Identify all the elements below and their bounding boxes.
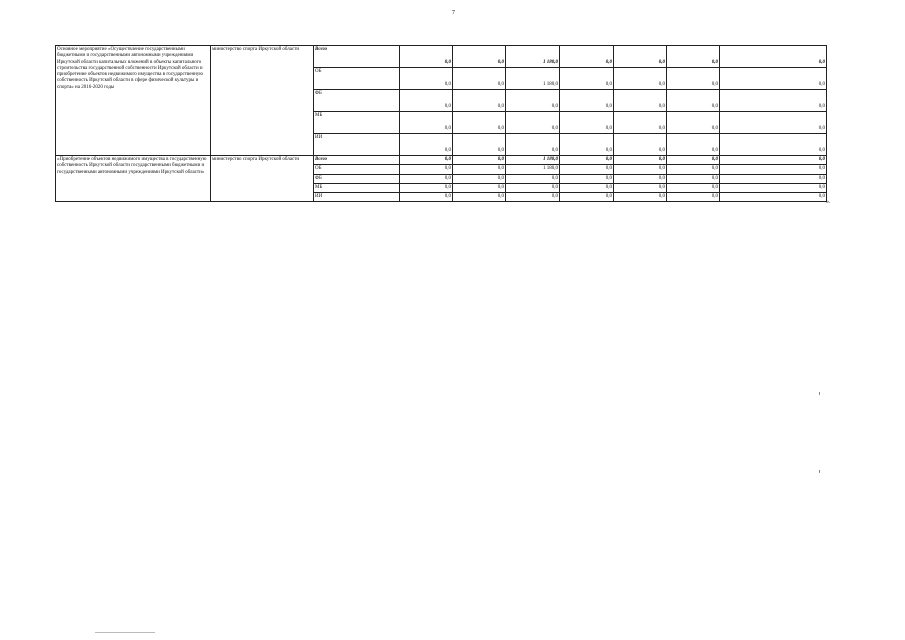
funding-value: 1 180,0 <box>506 68 560 90</box>
funding-value: 1 180,0 <box>506 165 560 174</box>
funding-value: 0,0 <box>453 68 506 90</box>
activity-name: «Приобретение объектов недвижимого имущества в государственную собственность Иркутской области государственными бюджетными и государственными автономными учреждениями Иркутской области» <box>56 156 211 202</box>
funding-value: 0,0 <box>506 90 560 112</box>
page-number: 7 <box>452 10 455 16</box>
funding-value: 0,0 <box>453 134 506 156</box>
activity-name: Основное мероприятие «Осуществление государственными бюджетными и государственными автономными учреждениями Иркутской области капитальных вложений в объекты капитального строительства государственной собственности Иркутской области и приобретение объектов недвижимого имущества в государственную собственность Иркутской области в сфере физической культуры и спорта» на 2016-2020 годы <box>56 46 211 156</box>
funding-value: 0,0 <box>614 193 667 202</box>
funding-source: ИИ <box>314 134 400 156</box>
funding-value: 0,0 <box>506 174 560 183</box>
funding-value: 0,0 <box>560 174 614 183</box>
funding-value: 0,0 <box>667 183 720 192</box>
funding-value: 0,0 <box>614 68 667 90</box>
funding-value: 0,0 <box>614 90 667 112</box>
funding-value: 0,0 <box>667 134 720 156</box>
funding-source: ФБ <box>314 174 400 183</box>
funding-source: ФБ <box>314 90 400 112</box>
table-row <box>56 46 827 68</box>
funding-source: ОБ <box>314 165 400 174</box>
funding-value: 0,0 <box>720 156 827 165</box>
funding-value: 0,0 <box>560 68 614 90</box>
funding-value: 0,0 <box>720 183 827 192</box>
funding-value: 0,0 <box>667 193 720 202</box>
funding-value: 0,0 <box>560 156 614 165</box>
funding-source: ОБ <box>314 68 400 90</box>
funding-value: 0,0 <box>667 174 720 183</box>
funding-source: МБ <box>314 112 400 134</box>
funding-source: ИИ <box>314 193 400 202</box>
funding-value: 1 180,0 <box>506 46 560 68</box>
end-quote-mark: ». <box>826 199 831 205</box>
funding-value: 0,0 <box>453 112 506 134</box>
funding-value: 0,0 <box>720 90 827 112</box>
funding-value: 0,0 <box>560 90 614 112</box>
funding-value: 0,0 <box>400 134 453 156</box>
funding-value: 0,0 <box>506 134 560 156</box>
funding-source: Всего <box>314 156 400 165</box>
funding-value: 0,0 <box>667 156 720 165</box>
funding-value: 0,0 <box>453 183 506 192</box>
funding-value: 1 180,0 <box>506 156 560 165</box>
funding-value: 0,0 <box>560 165 614 174</box>
funding-value: 0,0 <box>614 156 667 165</box>
scan-artifact <box>95 632 155 633</box>
funding-value: 0,0 <box>400 90 453 112</box>
funding-value: 0,0 <box>400 112 453 134</box>
funding-value: 0,0 <box>560 193 614 202</box>
funding-value: 0,0 <box>614 112 667 134</box>
funding-value: 0,0 <box>560 112 614 134</box>
table-block-main-activity <box>56 46 827 156</box>
funding-value: 0,0 <box>614 174 667 183</box>
budget-table <box>55 45 827 202</box>
funding-value: 0,0 <box>720 134 827 156</box>
funding-value: 0,0 <box>667 112 720 134</box>
funding-value: 0,0 <box>506 183 560 192</box>
funding-value: 0,0 <box>400 183 453 192</box>
funding-value: 0,0 <box>667 90 720 112</box>
funding-value: 0,0 <box>720 174 827 183</box>
funding-value: 0,0 <box>453 193 506 202</box>
funding-value: 0,0 <box>614 134 667 156</box>
table-row <box>56 156 827 165</box>
responsible-executor: министерство спорта Иркутской области <box>211 156 314 202</box>
funding-value: 0,0 <box>400 174 453 183</box>
funding-source: МБ <box>314 183 400 192</box>
scan-artifact <box>819 392 820 395</box>
funding-value: 0,0 <box>720 112 827 134</box>
funding-value: 0,0 <box>453 46 506 68</box>
responsible-executor: министерство спорта Иркутской области <box>211 46 314 156</box>
funding-value: 0,0 <box>400 46 453 68</box>
funding-source: Всего <box>314 46 400 68</box>
funding-value: 0,0 <box>720 165 827 174</box>
funding-value: 0,0 <box>560 46 614 68</box>
funding-value: 0,0 <box>560 134 614 156</box>
funding-value: 0,0 <box>720 193 827 202</box>
funding-value: 0,0 <box>506 112 560 134</box>
funding-value: 0,0 <box>614 46 667 68</box>
funding-value: 0,0 <box>453 156 506 165</box>
funding-value: 0,0 <box>560 183 614 192</box>
funding-value: 0,0 <box>453 174 506 183</box>
funding-value: 0,0 <box>400 68 453 90</box>
funding-value: 0,0 <box>453 90 506 112</box>
funding-value: 0,0 <box>506 193 560 202</box>
funding-value: 0,0 <box>614 165 667 174</box>
funding-value: 0,0 <box>400 156 453 165</box>
funding-value: 0,0 <box>720 68 827 90</box>
funding-value: 0,0 <box>667 165 720 174</box>
funding-value: 0,0 <box>720 46 827 68</box>
funding-value: 0,0 <box>400 165 453 174</box>
funding-value: 0,0 <box>667 68 720 90</box>
funding-value: 0,0 <box>400 193 453 202</box>
funding-value: 0,0 <box>453 165 506 174</box>
scan-artifact <box>819 470 820 473</box>
funding-value: 0,0 <box>614 183 667 192</box>
funding-value: 0,0 <box>667 46 720 68</box>
table-block-acquisition <box>56 156 827 202</box>
